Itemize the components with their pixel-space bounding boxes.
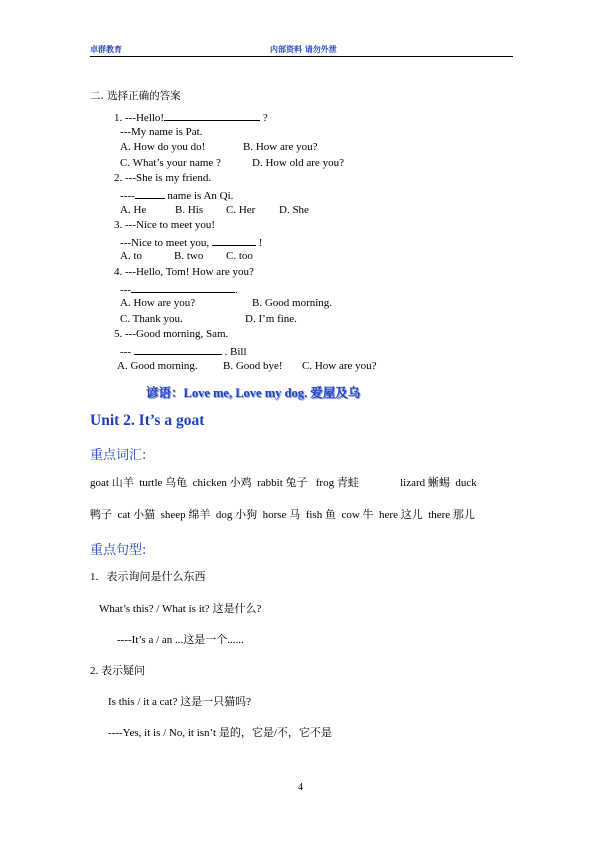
q2-line2-pre: ---- [120, 190, 135, 202]
vocab-heading: 重点词汇: [90, 448, 147, 463]
q3-option-a: A. to [120, 250, 142, 262]
q3-line2-pre: ---Nice to meet you, [120, 237, 212, 249]
vocab-line-1: goat 山羊 turtle 乌龟 chicken 小鸡 rabbit 兔子 frog 青蛙 lizard 蜥蜴 duck [90, 477, 477, 489]
question-1-line2: ---My name is Pat. [120, 126, 203, 138]
answer-blank [135, 188, 165, 199]
q1-option-c: C. What’s your name ? [120, 157, 221, 169]
q1-option-b: B. How are you? [243, 141, 318, 153]
answer-blank [164, 110, 260, 121]
page-number: 4 [298, 782, 303, 793]
proverb: 谚语：Love me, Love my dog. 爱屋及乌 [146, 386, 361, 400]
sentence-item-2-title: 2. 表示疑问 [90, 665, 145, 677]
q1-option-d: D. How old are you? [252, 157, 344, 169]
q4-option-d: D. I’m fine. [245, 313, 297, 325]
q3-option-c: C. too [226, 250, 253, 262]
sentence-item-2-line1: Is this / it a cat? 这是一只猫吗? [108, 696, 251, 708]
q4-option-b: B. Good morning. [252, 297, 333, 309]
q4-option-c: C. Thank you. [120, 313, 183, 325]
question-3-line2 [120, 235, 262, 250]
q2-option-b: B. His [175, 204, 204, 216]
q2-option-d: D. She [279, 204, 309, 216]
question-2: 2. ---She is my friend. [114, 172, 212, 184]
q4-line2-post: . [235, 284, 238, 296]
header-left: 卓群教育 [90, 45, 122, 54]
question-5: 5. ---Good morning, Sam. [114, 328, 229, 340]
sentences-heading: 重点句型: [90, 543, 147, 558]
header-center: 内部资料 请勿外泄 [270, 45, 337, 54]
q5-option-c: C. How are you? [302, 360, 377, 372]
question-3: 3. ---Nice to meet you! [114, 219, 216, 231]
q2-line2-post: name is An Qi. [164, 190, 234, 202]
question-4: 4. ---Hello, Tom! How are you? [114, 266, 254, 278]
answer-blank [134, 344, 222, 355]
sentence-item-2-line2: ----Yes, it is / No, it isn’t 是的，它是/不，它不是 [108, 727, 332, 739]
sentence-item-1-line2: ----It’s a / an ...这是一个...... [117, 634, 244, 646]
answer-blank [212, 235, 256, 246]
q3-line2-post: ! [255, 237, 263, 249]
question-1-text: 1. ---Hello! [114, 112, 165, 124]
vocab-line-2: 鸭子 cat 小猫 sheep 绵羊 dog 小狗 horse 马 fish 鱼 cow 牛 here 这儿 there 那儿 [90, 509, 475, 521]
q5-option-b: B. Good bye! [223, 360, 283, 372]
q2-option-a: A. He [120, 204, 147, 216]
q1-option-a: A. How do you do! [120, 141, 206, 153]
question-1-after: ? [260, 112, 268, 124]
q5-option-a: A. Good morning. [117, 360, 198, 372]
answer-blank [131, 282, 235, 293]
question-5-line2 [120, 344, 247, 359]
question-4-line2 [120, 282, 238, 297]
sentence-item-1-title: 1. 表示询问是什么东西 [90, 571, 206, 583]
q3-option-b: B. two [174, 250, 204, 262]
section-title: 二. 选择正确的答案 [90, 90, 181, 102]
q5-line2-post: . Bill [221, 346, 247, 358]
q4-line2-pre: --- [120, 284, 131, 296]
q4-option-a: A. How are you? [120, 297, 196, 309]
q2-option-c: C. Her [226, 204, 256, 216]
q5-line2-pre: --- [120, 346, 134, 358]
question-1 [114, 110, 268, 125]
unit-title: Unit 2. It’s a goat [90, 412, 205, 429]
header-rule [90, 56, 513, 57]
sentence-item-1-line1: What’s this? / What is it? 这是什么? [99, 603, 262, 615]
question-2-line2 [120, 188, 233, 203]
